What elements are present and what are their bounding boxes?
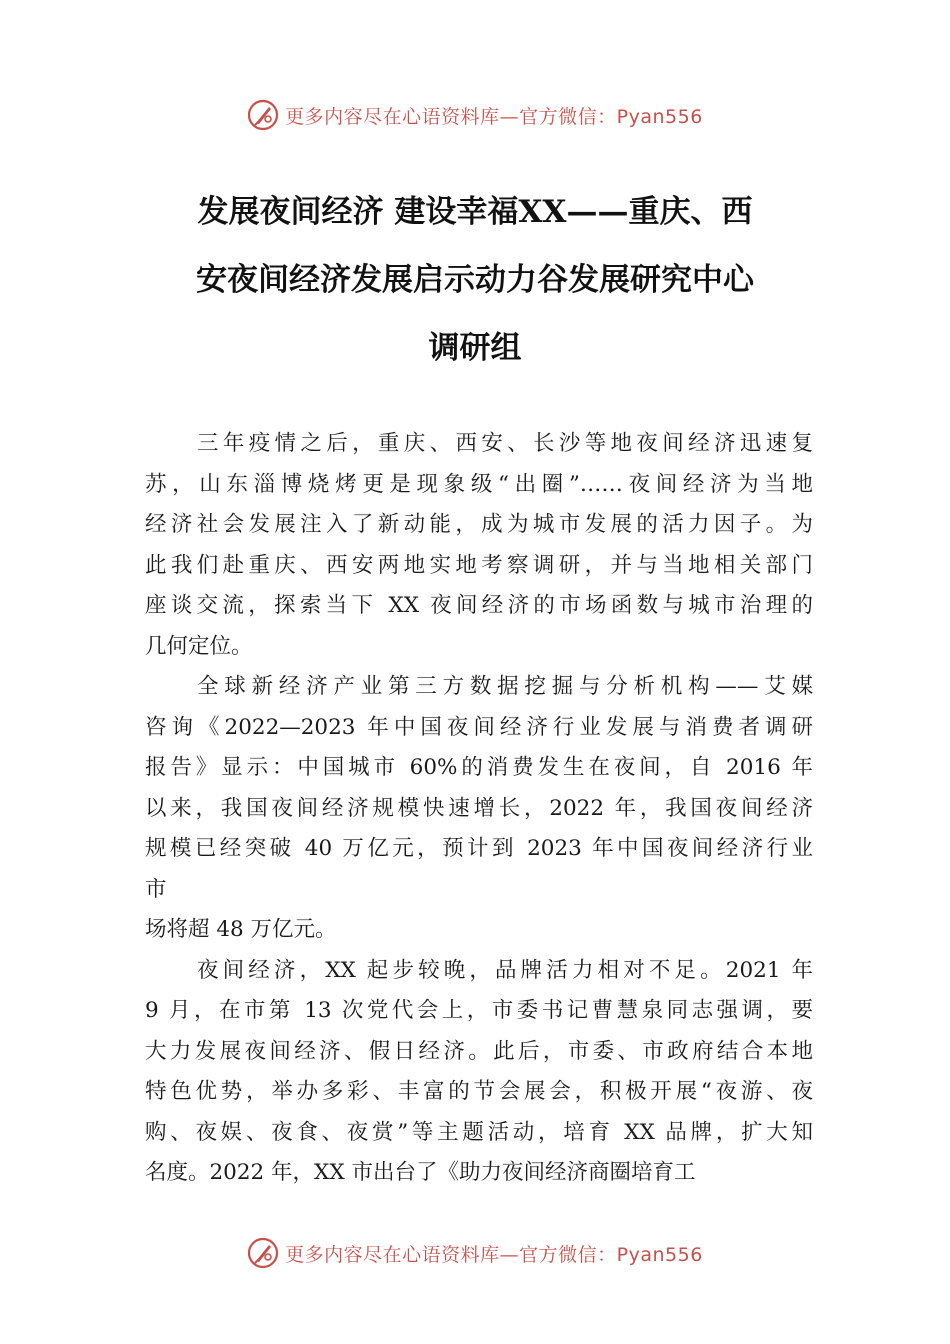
document-body <box>145 424 813 1194</box>
quill-seal-icon <box>247 99 279 131</box>
text-line: 以来，我国夜间经济规模快速增长，2022 年，我国夜间经济 <box>145 795 813 821</box>
text-line: 报告》显示：中国城市 60%的消费发生在夜间，自 2016 年 <box>145 755 813 780</box>
watermark-text <box>285 102 703 129</box>
paragraph <box>145 424 813 667</box>
text-line: 全球新经济产业第三方数据挖掘与分析机构——艾媒 <box>197 674 813 699</box>
watermark-text <box>285 1240 703 1267</box>
text-line: 苏，山东淄博烧烤更是现象级“出圈”……夜间经济为当地 <box>145 471 813 497</box>
title-line: 安夜间经济发展启示动力谷发展研究中心 <box>196 262 754 298</box>
document-title <box>120 178 830 382</box>
watermark-wechat-id: Pyan556 <box>616 105 703 128</box>
text-line: 市 <box>145 876 167 902</box>
text-line: 大力发展夜间经济、假日经济。此后，市委、市政府结合本地 <box>145 1038 813 1064</box>
title-line: 调研组 <box>428 330 522 366</box>
watermark-label: 更多内容尽在心语资料库—官方微信： <box>285 1243 617 1266</box>
text-line: 夜间经济，XX 起步较晚，品牌活力相对不足。2021 年 <box>197 957 813 983</box>
text-line: 特色优势，举办多彩、丰富的节会展会，积极开展“夜游、夜 <box>145 1079 813 1104</box>
text-line: 此我们赴重庆、西安两地实地考察调研，并与当地相关部门 <box>145 552 813 578</box>
text-line: 经济社会发展注入了新动能，成为城市发展的活力因子。为 <box>145 512 813 537</box>
text-line: 场将超 48 万亿元。 <box>145 917 337 942</box>
watermark-label: 更多内容尽在心语资料库—官方微信： <box>285 105 617 128</box>
text-line: 三年疫情之后，重庆、西安、长沙等地夜间经济迅速复 <box>197 431 813 456</box>
text-line: 座谈交流，探索当下 XX 夜间经济的市场函数与城市治理的 <box>145 593 813 618</box>
text-line: 规模已经突破 40 万亿元，预计到 2023 年中国夜间经济行业 <box>145 836 813 861</box>
text-line: 9 月，在市第 13 次党代会上，市委书记曹慧泉同志强调，要 <box>145 998 813 1023</box>
paragraph <box>145 951 813 1194</box>
quill-seal-icon <box>247 1237 279 1269</box>
text-line: 咨询《2022—2023 年中国夜间经济行业发展与消费者调研 <box>145 714 813 740</box>
text-line: 几何定位。 <box>145 633 253 659</box>
header-watermark <box>0 95 950 135</box>
text-line: 名度。2022 年，XX 市出台了《助力夜间经济商圈培育工 <box>145 1160 696 1185</box>
text-line: 购、夜娱、夜食、夜赏”等主题活动，培育 XX 品牌，扩大知 <box>145 1119 813 1145</box>
paragraph <box>145 667 813 951</box>
watermark-wechat-id: Pyan556 <box>616 1243 703 1266</box>
title-line: 发展夜间经济 建设幸福XX——重庆、西 <box>197 194 753 230</box>
footer-watermark <box>0 1233 950 1273</box>
